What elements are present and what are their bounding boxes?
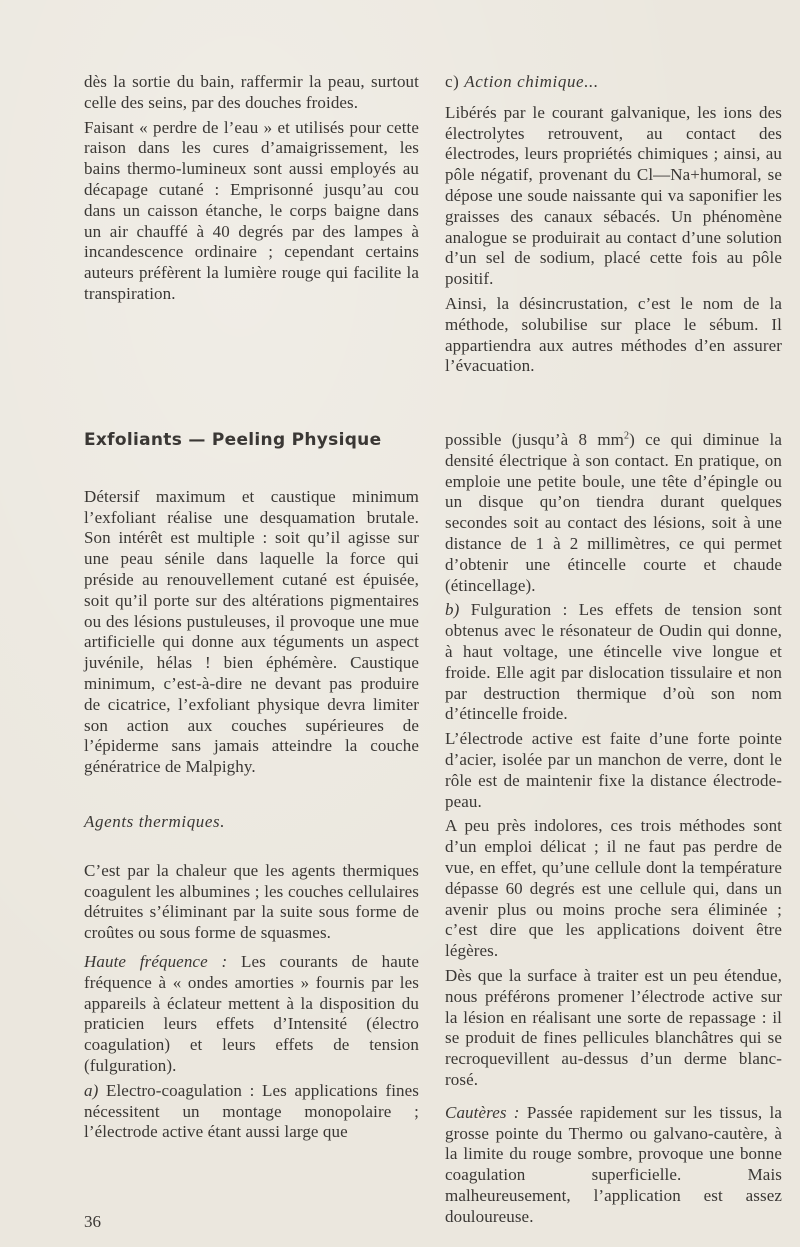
paragraph-text: ) ce qui diminue la densité électrique à son contact. En pratique, on emploie une petite boule, une tête d’épingle ou un disque qu’on tiendra durant quelques secondes soit au contact des lésions, soit à une distance de 1 à 2 millimètres, ce qui permet d’obtenir une étincelle courte et chaude (étincellage). [445,430,782,595]
page-number: 36 [84,1212,101,1231]
paragraph: Faisant « perdre de l’eau » et utilisés pour cette raison dans les cures d’amaigrissement, les bains thermo-lumineux sont aussi employés au décapage cutané : Emprisonné jusqu’au cou dans un caisson étanche, le corps baigne dans un air chauffé à 40 degrés par des lampes à incandescence ordinaire ; cependant certains auteurs préfèrent la lumière rouge qui facilite la transpiration. [84,117,419,303]
inline-heading: Cautères : [445,1102,520,1122]
paragraph-text: Les courants de haute fréquence à « ondes amorties » fournis par les appareils à éclateur mettent à la disposition du praticien leurs effets d’Intensité (électro coagulation) et leurs effets de tension (fulguration). [84,951,419,1075]
paragraph-text: Fulguration : Les effets de tension sont obtenus avec le résonateur de Oudin qui donne, à haut voltage, une étincelle vive longue et froide. Elle agit par dislocation tissulaire et non par destruction thermique d’où son nom d’étincelle froide. [445,600,782,724]
paragraph [445,600,782,725]
right-column-top [445,72,782,381]
paragraph: L’électrode active est faite d’une forte pointe d’acier, isolée par un manchon de verre, dont le rôle est de maintenir fixe la distance électrode-peau. [445,729,782,811]
heading-prefix: c) [445,72,465,91]
paragraph: Libérés par le courant galvanique, les ions des électrolytes retrouvent, au contact des électrodes, leurs propriétés chimiques ; ainsi, au pôle négatif, provenant du Cl—Na+humoral, se dépose une soude naissante qui va saponifier les graisses des canaux sébacés. Un phénomène analogue se produirait au contact d’une solution d’un sel de sodium, placé cette fois au pôle positif. [445,102,782,289]
paragraph [84,1081,419,1143]
left-column-top [84,72,419,309]
left-column-bottom [84,430,419,1147]
list-marker: b) [445,600,460,620]
paragraph-text: Electro-coagulation : Les applications fines nécessitent un montage monopolaire ; l’électrode active étant aussi large que [84,1080,419,1142]
inline-heading: Haute fréquence : [84,951,228,971]
section-title: Exfoliants — Peeling Physique [84,430,382,450]
paragraph: Dès que la surface à traiter est un peu étendue, nous préférons promener l’électrode active sur la lésion en réalisant une sorte de repassage : il se produit de fines pellicules blanchâtres qui se recroquevillent au-dessus d’un derme blanc-rosé. [445,965,782,1089]
heading-text: Action chimique... [464,72,599,91]
paragraph: Détersif maximum et caustique minimum l’exfoliant réalise une desquamation brutale. Son intérêt est multiple : soit qu’il agisse sur une peau sénile dans laquelle la force qui préside au renouvellement cutané est épuisée, soit qu’il porte sur des altérations pigmentaires ou des lésions pustuleuses, il provoque une mue artificielle qui donne aux téguments un aspect juvénile, hélas ! bien éphémère. Caustique minimum, c’est-à-dire ne devant pas produire de cicatrice, l’exfoliant physique devra limiter son action aux couches supérieures de l’épiderme sans jamais atteindre la couche génératrice de Malpighy. [84,486,419,777]
paragraph [445,430,782,596]
superscript: 2 [623,430,630,442]
paragraph-text: possible (jusqu’à 8 mm [445,430,624,449]
subsection-heading [445,72,782,93]
paragraph [84,952,419,1077]
paragraph [445,1103,782,1228]
paragraph: Ainsi, la désincrustation, c’est le nom de la méthode, solubilise sur place le sébum. Il appartiendra aux autres méthodes d’en assurer l’évacuation. [445,293,782,376]
paragraph: A peu près indolores, ces trois méthodes sont d’un emploi délicat ; il ne faut pas perdre de vue, en effet, qu’une cellule dont la température dépasse 60 degrés est une cellule qui, dans un avenir plus ou moins proche sera éliminée ; c’est dire que les applications doivent être légères. [445,816,782,961]
paragraph: dès la sortie du bain, raffermir la peau, surtout celle des seins, par des douches froides. [84,72,419,112]
subsection-heading: Agents thermiques. [84,811,226,831]
list-marker: a) [84,1080,99,1100]
paragraph-text: Passée rapidement sur les tissus, la grosse pointe du Thermo ou galvano-cautère, à la limite du rouge sombre, provoque une bonne coagulation superficielle. Mais malheureusement, l’application est assez douloureuse. [445,1102,782,1226]
paragraph: C’est par la chaleur que les agents thermiques coagulent les albumines ; les couches cellulaires détruites s’éliminant par la suite sous forme de croûtes ou sous forme de squasmes. [84,860,419,943]
right-column-bottom [445,430,782,1231]
